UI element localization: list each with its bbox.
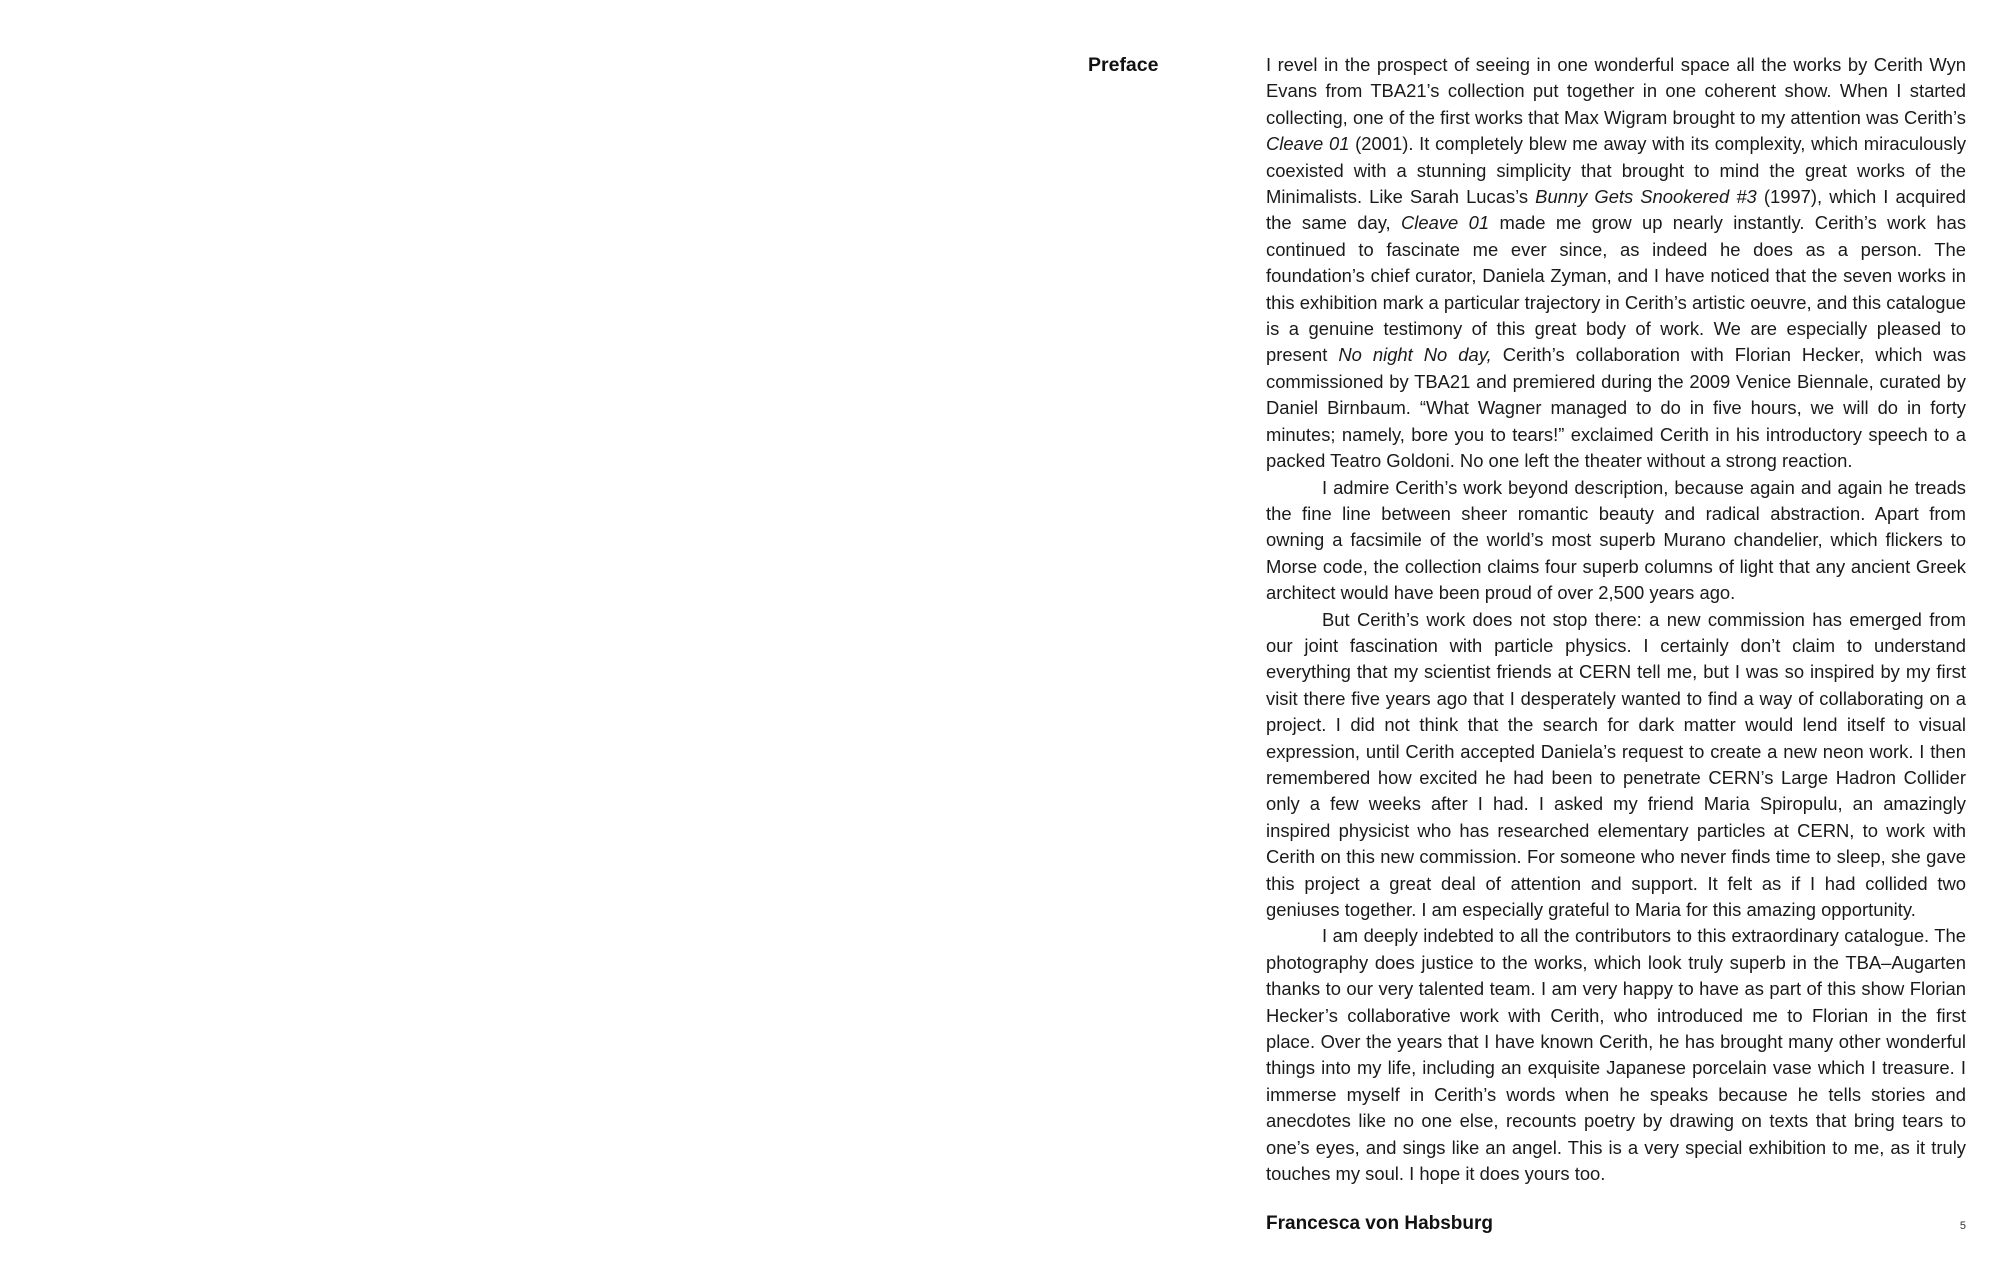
preface-body [1266,52,1966,1187]
work-title: Bunny Gets Snookered #3 [1535,186,1757,208]
paragraph [1266,607,1966,924]
text-run: made me grow up nearly instantly. Cerith’s work has continued to fascinate me ever since, as indeed he does as a person. The foundation’s chief curator, Daniela Zyman, and I have noticed that the seven works in this exhibition mark a particular trajectory in Cerith’s artistic oeuvre, and this catalogue is a genuine testimony of this great body of work. We are especially pleased to present [1266,212,1967,366]
section-heading: Preface [1088,54,1159,76]
paragraph [1266,52,1966,475]
text-run: But Cerith’s work does not stop there: a new commission has emerged from our joint fascination with particle physics. I certainly don’t claim to understand everything that my scientist friends at CERN tell me, but I was so inspired by my first visit there five years ago that I desperately wanted to find a way of collaborating on a project. I did not think that the search for dark matter would lend itself to visual expression, until Cerith accepted Daniela’s request to create a new neon work. I then remembered how excited he had been to penetrate CERN’s Large Hadron Collider only a few weeks after I had. I asked my friend Maria Spiropulu, an amazingly inspired physicist who has researched elementary particles at CERN, to work with Cerith on this new commission. For someone who never finds time to sleep, she gave this project a great deal of attention and support. It felt as if I had collided two geniuses together. I am especially grateful to Maria for this amazing opportunity. [1266,608,1966,920]
text-run: (1997), which I acquired the same day, [1266,186,1966,234]
page-number: 5 [1959,1220,1966,1232]
paragraph [1266,475,1966,607]
work-title: Cleave 01 [1266,133,1350,155]
work-title: Cleave 01 [1401,212,1490,234]
paragraph [1266,923,1966,1187]
text-run: I am deeply indebted to all the contributors to this extraordinary catalogue. The photography does justice to the works, which look truly superb in the TBA–Augarten thanks to our very talented team. I am very happy to have as part of this show Florian Hecker’s collaborative work with Cerith, who introduced me to Florian in the first place. Over the years that I have known Cerith, he has brought many other wonderful things into my life, including an exquisite Japanese porcelain vase which I treasure. I immerse myself in Cerith’s words when he speaks because he tells stories and anecdotes like no one else, recounts poetry by drawing on texts that bring tears to one’s eyes, and sings like an angel. This is a very special exhibition to me, as it truly touches my soul. I hope it does yours too. [1266,925,1966,1185]
text-run: I revel in the prospect of seeing in one wonderful space all the works by Cerith Wyn Evans from TBA21’s collection put together in one coherent show. When I started collecting, one of the first works that Max Wigram brought to my attention was Cerith’s [1266,54,1966,128]
work-title: No night No day, [1338,344,1492,366]
text-run: I admire Cerith’s work beyond description, because again and again he treads the fine line between sheer romantic beauty and radical abstraction. Apart from owning a facsimile of the world’s most superb Murano chandelier, which flickers to Morse code, the collection claims four superb columns of light that any ancient Greek architect would have been proud of over 2,500 years ago. [1266,476,1966,604]
author-signature: Francesca von Habsburg [1266,1213,1494,1234]
text-run: Cerith’s collaboration with Florian Hecker, which was commissioned by TBA21 and premiered during the 2009 Venice Biennale, curated by Daniel Birnbaum. “What Wagner managed to do in five hours, we will do in forty minutes; namely, bore you to tears!” exclaimed Cerith in his introductory speech to a packed Teatro Goldoni. No one left the theater without a strong reaction. [1266,344,1967,472]
text-run: (2001). It completely blew me away with its complexity, which miraculously coexisted with a stunning simplicity that brought to mind the great works of the Minimalists. Like Sarah Lucas’s [1266,133,1967,208]
